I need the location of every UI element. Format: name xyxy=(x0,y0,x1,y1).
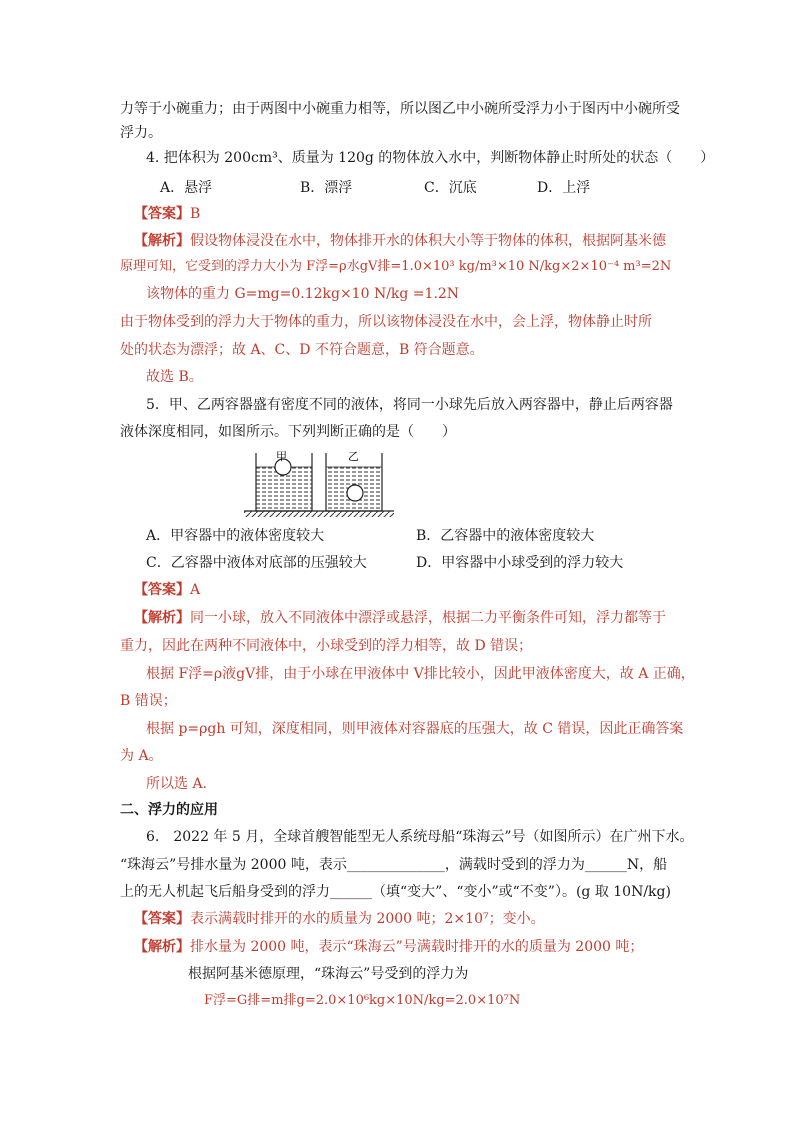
analysis-formula: F浮=G排=m排g=2.0×10⁶kg×10N/kg=2.0×10⁷N xyxy=(204,993,521,1008)
analysis-text: 处的状态为漂浮；故 A、C、D 不符合题意，B 符合题意。 xyxy=(120,342,484,358)
answer-value: B xyxy=(190,206,201,222)
analysis-conclusion: 所以选 A. xyxy=(146,776,208,792)
q5-option-b: B．乙容器中的液体密度较大 xyxy=(416,528,595,544)
analysis-text: B 错误； xyxy=(120,693,177,709)
analysis-text: 为 A。 xyxy=(120,748,163,764)
q5-analysis xyxy=(134,607,666,629)
text-line: 力等于小碗重力；由于两图中小碗重力相等，所以图乙中小碗所受浮力小于图丙中小碗所受 xyxy=(120,101,680,117)
answer-value: 表示满载时排开的水的质量为 2000 吨；2×10⁷；变小。 xyxy=(190,911,545,927)
answer-tag: 【答案】 xyxy=(134,582,190,598)
question-6-stem: “珠海云”号排水量为 2000 吨，表示______________，满载时受到的浮力为______N，船 xyxy=(120,857,668,873)
analysis-tag: 【解析】 xyxy=(134,233,190,249)
containers-diagram xyxy=(244,447,394,519)
label-yi: 乙 xyxy=(348,450,359,463)
q5-option-a: A．甲容器中的液体密度较大 xyxy=(146,528,325,544)
q4-option-a: A．悬浮 xyxy=(160,180,213,196)
q4-option-b: B．漂浮 xyxy=(300,180,353,196)
analysis-text: 由于物体受到的浮力大于物体的重力，所以该物体浸没在水中，会上浮，物体静止时所 xyxy=(120,314,652,330)
analysis-text: 根据 p=ρgh 可知，深度相同，则甲液体对容器底的压强大，故 C 错误，因此正确答案 xyxy=(146,721,684,737)
q4-option-c: C．沉底 xyxy=(424,180,477,196)
analysis-text: 同一小球，放入不同液体中漂浮或悬浮，根据二力平衡条件可知，浮力都等于 xyxy=(190,610,666,626)
analysis-text: 重力，因此在两种不同液体中，小球受到的浮力相等，故 D 错误； xyxy=(120,638,533,654)
answer-tag: 【答案】 xyxy=(134,911,190,927)
question-5-stem: 液体深度相同，如图所示。下列判断正确的是（ ） xyxy=(120,424,456,440)
section-heading: 二、浮力的应用 xyxy=(120,802,218,818)
q4-analysis xyxy=(134,230,666,252)
question-5-stem: 5．甲、乙两容器盛有密度不同的液体，将同一小球先后放入两容器中，静止后两容器 xyxy=(146,397,673,413)
analysis-conclusion: 故选 B。 xyxy=(146,369,203,385)
answer-tag: 【答案】 xyxy=(134,206,190,222)
q5-option-c: C．乙容器中液体对底部的压强较大 xyxy=(146,555,367,571)
text-line: 浮力。 xyxy=(120,125,162,141)
q6-answer xyxy=(134,908,545,930)
q5-option-d: D．甲容器中小球受到的浮力较大 xyxy=(416,555,624,571)
analysis-text: 该物体的重力 G=mg=0.12kg×10 N/kg =1.2N xyxy=(146,286,460,302)
q4-option-d: D．上浮 xyxy=(537,180,591,196)
question-4-stem: 4. 把体积为 200cm³、质量为 120g 的物体放入水中，判断物体静止时所处的状态（ ） xyxy=(146,150,715,166)
analysis-text: 排水量为 2000 吨，表示“珠海云”号满载时排开的水的质量为 2000 吨； xyxy=(190,939,644,955)
question-6-stem: 上的无人机起飞后船身受到的浮力______（填“变大”、“变小”或“不变”）。(g 取 10N/kg) xyxy=(120,884,671,900)
q4-answer xyxy=(134,203,200,225)
q5-answer xyxy=(134,579,200,601)
ball xyxy=(347,485,363,501)
question-6-stem: 6. 2022 年 5 月，全球首艘智能型无人系统母船“珠海云”号（如图所示）在广州下水。 xyxy=(146,829,694,845)
label-jia: 甲 xyxy=(276,450,287,463)
analysis-tag: 【解析】 xyxy=(134,610,190,626)
analysis-text: 根据 F浮=ρ液gV排，由于小球在甲液体中 V排比较小，因此甲液体密度大，故 A 正确， xyxy=(146,666,695,682)
answer-value: A xyxy=(190,582,201,598)
analysis-text: 原理可知，它受到的浮力大小为 F浮=ρ水gV排=1.0×10³ kg/m³×10 N/kg×2×10⁻⁴ m³=2N xyxy=(120,259,672,274)
analysis-tag: 【解析】 xyxy=(134,939,190,955)
q6-analysis xyxy=(134,936,643,958)
analysis-text: 假设物体浸没在水中，物体排开水的体积大小等于物体的体积，根据阿基米德 xyxy=(190,233,666,249)
analysis-text: 根据阿基米德原理，“珠海云”号受到的浮力为 xyxy=(188,966,469,982)
